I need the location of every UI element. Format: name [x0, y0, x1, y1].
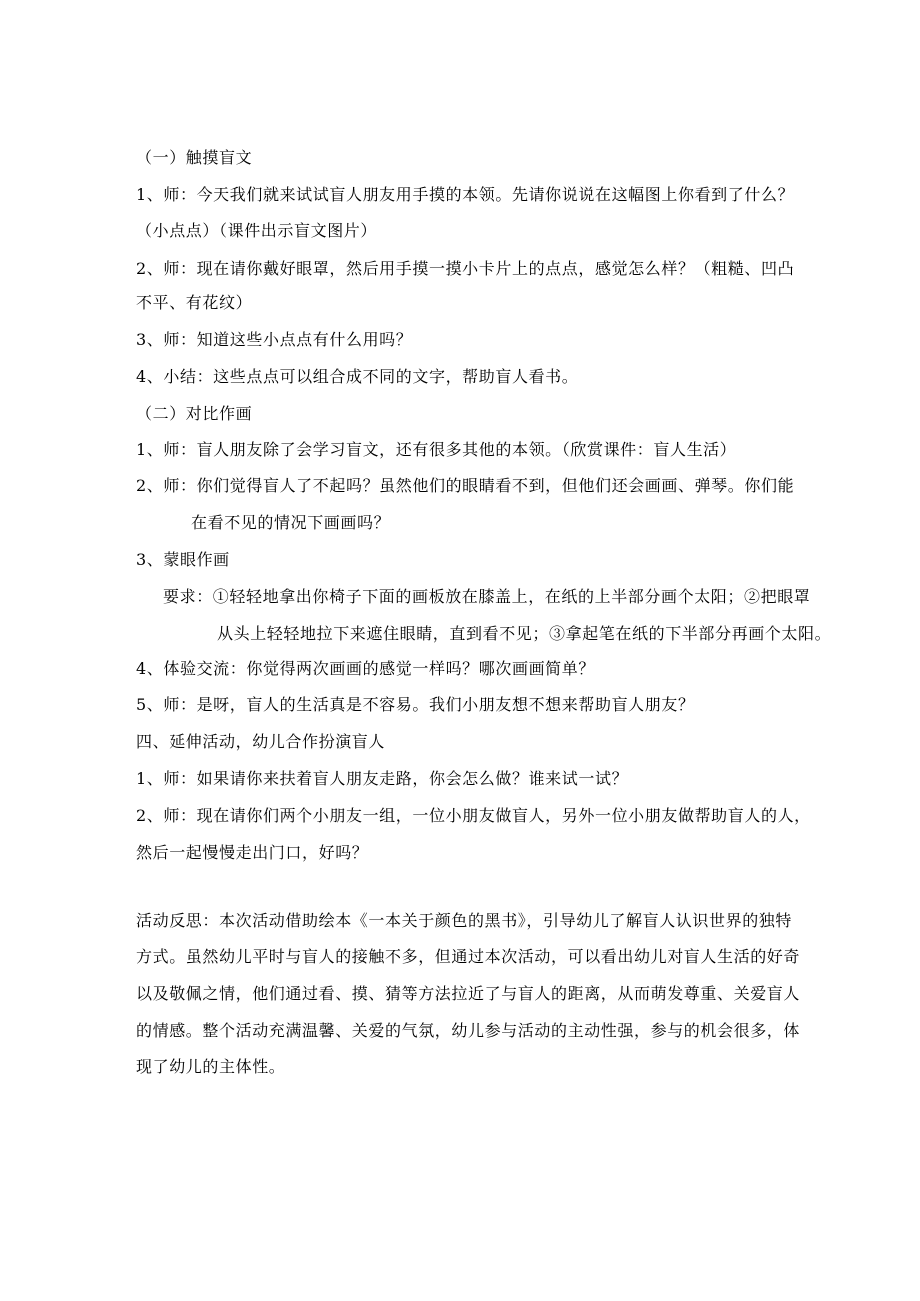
reflection-line: 的情感。整个活动充满温馨、关爱的气氛，幼儿参与活动的主动性强，参与的机会很多，体 — [136, 1021, 801, 1040]
section-heading-extension-activity: 四、延伸活动，幼儿合作扮演盲人 — [136, 732, 386, 751]
paragraph-line: 4、小结：这些点点可以组合成不同的文字，帮助盲人看书。 — [136, 367, 579, 386]
paragraph-line: 要求：①轻轻地拿出你椅子下面的画板放在膝盖上，在纸的上半部分画个太阳；②把眼罩 — [163, 587, 811, 606]
paragraph-line: 4、体验交流：你觉得两次画画的感觉一样吗？哪次画画简单？ — [136, 659, 595, 678]
paragraph-line: 在看不见的情况下画画吗？ — [191, 513, 391, 532]
paragraph-line: 从头上轻轻地拉下来遮住眼睛，直到看不见；③拿起笔在纸的下半部分再画个太阳。 — [217, 624, 832, 643]
paragraph-line: 1、师：如果请你来扶着盲人朋友走路，你会怎么做？谁来试一试？ — [136, 769, 629, 788]
paragraph-line: 然后一起慢慢走出门口，好吗？ — [136, 843, 369, 862]
paragraph-line: 5、师：是呀，盲人的生活真是不容易。我们小朋友想不想来帮助盲人朋友？ — [136, 695, 695, 714]
paragraph-line: 不平、有花纹） — [136, 293, 253, 312]
reflection-line: 以及敬佩之情，他们通过看、摸、猜等方法拉近了与盲人的距离，从而萌发尊重、关爱盲人 — [136, 984, 801, 1003]
paragraph-line: 1、师：今天我们就来试试盲人朋友用手摸的本领。先请你说说在这幅图上你看到了什么？ — [136, 185, 795, 204]
paragraph-line: 1、师：盲人朋友除了会学习盲文，还有很多其他的本领。（欣赏课件：盲人生活） — [136, 440, 737, 459]
paragraph-line: 2、师：现在请你戴好眼罩，然后用手摸一摸小卡片上的点点，感觉怎么样？（粗糙、凹凸 — [136, 259, 795, 278]
paragraph-line: 3、蒙眼作画 — [136, 550, 230, 569]
paragraph-line: （小点点）（课件出示盲文图片） — [136, 221, 378, 240]
section-heading-touch-braille: （一）触摸盲文 — [136, 148, 253, 167]
reflection-line: 现了幼儿的主体性。 — [136, 1057, 286, 1076]
reflection-line: 方式。虽然幼儿平时与盲人的接触不多，但通过本次活动，可以看出幼儿对盲人生活的好奇 — [136, 947, 801, 966]
reflection-line: 活动反思：本次活动借助绘本《一本关于颜色的黑书》，引导幼儿了解盲人认识世界的独特 — [136, 911, 793, 930]
paragraph-line: 2、师：你们觉得盲人了不起吗？虽然他们的眼睛看不到，但他们还会画画、弹琴。你们能 — [136, 476, 795, 495]
paragraph-line: 3、师：知道这些小点点有什么用吗？ — [136, 330, 413, 349]
paragraph-line: 2、师：现在请你们两个小朋友一组，一位小朋友做盲人，另外一位小朋友做帮助盲人的人， — [136, 806, 811, 825]
section-heading-compare-drawing: （二）对比作画 — [136, 404, 253, 423]
